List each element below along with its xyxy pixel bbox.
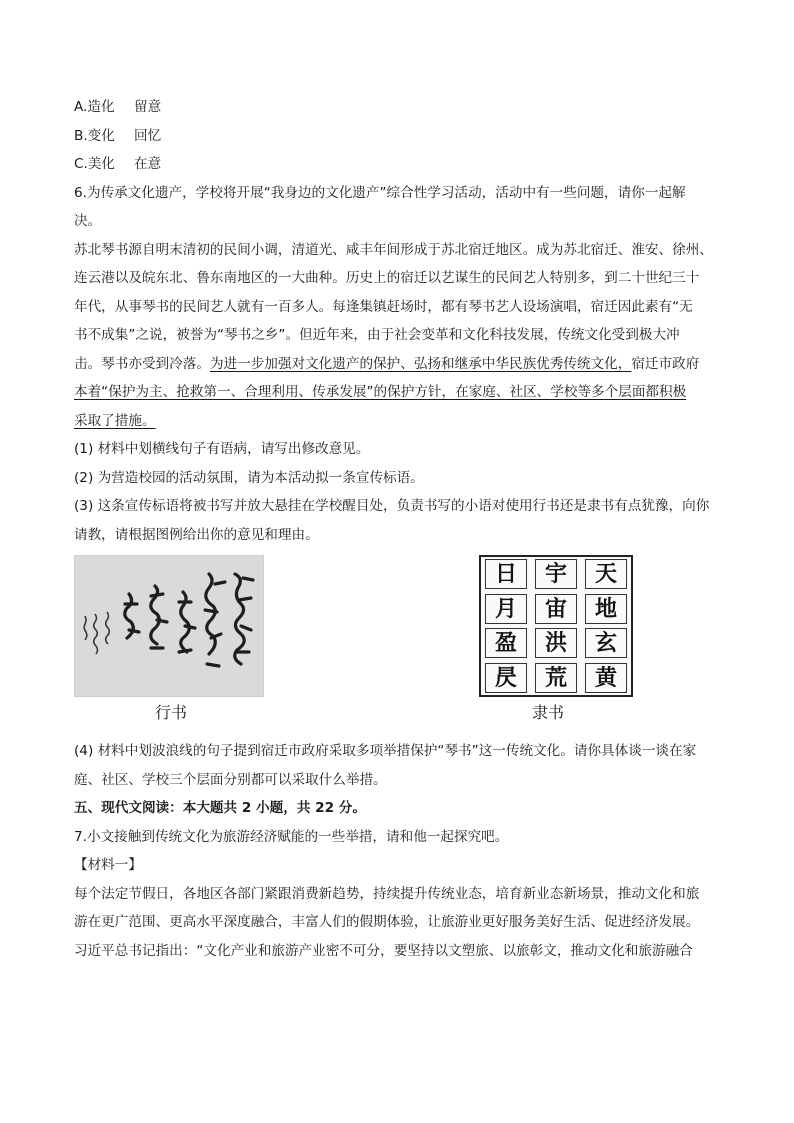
lishu-char: 日 [481,557,531,592]
material-line: 书不成集”之说，被誉为“琴书之乡”。但近年来，由于社会变革和文化科技发展，传统文化受到极大冲 [74,327,680,343]
sub-question-3-line1: (3) 这条宣传标语将被书写并放大悬挂在学校醒目处，负责书写的小语对使用行书还是隶书有点犹豫，向你 [74,498,710,514]
lishu-caption: 隶书 [532,703,565,722]
lishu-char: 月 [481,592,531,627]
xingshu-calligraphy-image [74,555,264,697]
material-line [74,350,734,379]
material-line: 每个法定节假日，各地区各部门紧跟消费新趋势，持续提升传统业态，培育新业态新场景，推动文化和旅 [74,885,700,902]
lishu-char: 玄 [581,626,631,661]
option-c [74,150,734,179]
lishu-char: 昃 [481,661,531,696]
document-page [74,93,734,965]
option-a [74,93,734,122]
lishu-char: 盈 [481,626,531,661]
wavy-underlined-sentence: 采取了措施。 [74,412,156,429]
xingshu-caption: 行书 [155,703,188,722]
material-line: 苏北琴书源自明末清初的民间小调，清道光、咸丰年间形成于苏北宿迁地区。成为苏北宿迁、淮安、徐州、 [74,241,713,258]
material-line [74,407,734,436]
lishu-char: 地 [581,592,631,627]
lishu-char: 宙 [531,592,581,627]
option-b [74,122,734,151]
sub-question-1: (1) 材料中划横线句子有语病，请写出修改意见。 [74,441,370,457]
material-line: 连云港以及皖东北、鲁东南地区的一大曲种。历史上的宿迁以艺谋生的民间艺人特别多，到二十世纪三十 [74,270,700,286]
lishu-char: 黄 [581,661,631,696]
lishu-char: 宇 [531,557,581,592]
material-line [74,378,734,407]
option-letter: C.美化 [74,156,116,172]
option-word: 回忆 [134,127,162,144]
plain-text: 宿迁市政府 [631,355,700,372]
option-letter: A.造化 [74,99,115,115]
lishu-char: 天 [581,557,631,592]
section-heading: 五、现代文阅读：本大题共 2 小题，共 22 分。 [74,800,366,816]
sub-question-4-line2: 庭、社区、学校三个层面分别都可以采取什么举措。 [74,771,387,788]
material-heading: 【材料一】 [74,857,142,873]
calligraphy-figures [74,555,734,733]
sub-question-4-line1: (4) 材料中划波浪线的句子提到宿迁市政府采取多项举措保护“琴书”这一传统文化。请你具体谈一谈在家 [74,743,697,759]
q7-stem: 7.小文接触到传统文化为旅游经济赋能的一些举措，请和他一起探究吧。 [74,828,509,845]
material-line: 游在更广范围、更高水平深度融合，丰富人们的假期体验，让旅游业更好服务美好生活、促进经济发展。 [74,914,700,930]
lishu-character-grid [481,557,631,695]
option-word: 在意 [134,156,162,172]
underlined-sentence: 为进一步加强对文化遗产的保护、弘扬和继承中华民族优秀传统文化， [209,355,632,372]
plain-text: 击。琴书亦受到冷落。 [74,355,210,372]
option-word: 留意 [134,99,162,115]
xingshu-brush-strokes [75,556,263,696]
q6-stem-line2: 决。 [74,213,102,229]
wavy-underlined-sentence: 本着“保护为主、抢救第一、合理利用、传承发展”的保护方针，在家庭、社区、学校等多个层面都积极 [74,384,687,400]
q6-stem-line1: 6.为传承文化遗产，学校将开展“我身边的文化遗产”综合性学习活动，活动中有一些问题，请你一起解 [74,184,686,201]
sub-question-3-line2: 请教，请根据图例给出你的意见和理由。 [74,526,319,543]
lishu-char: 荒 [531,661,581,696]
option-letter: B.变化 [74,127,115,144]
sub-question-2: (2) 为营造校园的活动氛围，请为本活动拟一条宣传标语。 [74,469,424,486]
material-line: 习近平总书记指出：“文化产业和旅游产业密不可分，要坚持以文塑旅、以旅彰文，推动文化和旅游融合 [74,942,693,959]
material-line: 年代，从事琴书的民间艺人就有一百多人。每逢集镇赶场时，都有琴书艺人设场演唱，宿迁因此素有“无 [74,298,693,315]
lishu-calligraphy-image [479,555,633,697]
lishu-char: 洪 [531,626,581,661]
